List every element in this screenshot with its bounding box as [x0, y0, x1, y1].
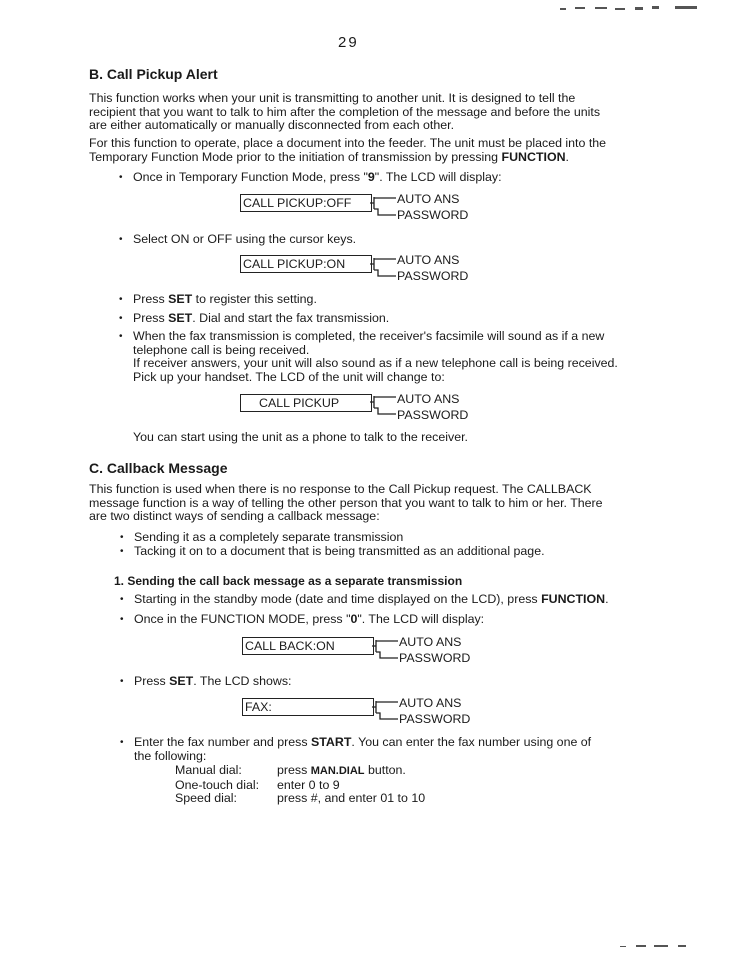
closing-note: You can start using the unit as a phone to talk to the receiver.: [133, 430, 468, 444]
text-line: telephone call is being received.: [133, 342, 310, 357]
list-item: [120, 592, 609, 607]
lcd-display: CALL PICKUP:OFF: [240, 194, 372, 212]
bullet-icon: •: [120, 614, 124, 625]
text-line: Pick up your handset. The LCD of the unit will change to:: [133, 369, 445, 384]
key-set: SET: [168, 311, 193, 325]
scan-speck: [615, 8, 625, 10]
dial-value: press #, and enter 01 to 10: [277, 791, 426, 805]
dial-row-speed: [175, 792, 425, 806]
password-label: PASSWORD: [399, 712, 471, 726]
bullet-icon: •: [120, 532, 124, 543]
page-number: 29: [338, 34, 359, 51]
scan-speck: [595, 7, 607, 9]
list-item: [120, 544, 545, 559]
text-span: press: [277, 763, 311, 777]
section-c-heading: C. Callback Message: [89, 460, 228, 476]
text-span: Temporary Function Mode prior to the initiation of transmission by pressing: [89, 149, 502, 164]
scan-speck: [560, 8, 566, 10]
key-set: SET: [168, 292, 193, 306]
list-item: [119, 329, 618, 384]
auto-ans-label: AUTO ANS: [399, 696, 462, 710]
text-span: . The LCD shows:: [193, 674, 292, 688]
lcd-connector-icon: [370, 196, 396, 218]
text-line: message function is a way of telling the other person that you want to talk to him or her. There: [89, 495, 603, 510]
password-label: PASSWORD: [397, 208, 469, 222]
scan-speck: [654, 945, 668, 947]
scan-speck: [678, 945, 686, 947]
text-span: Select ON or OFF using the cursor keys.: [133, 232, 357, 246]
bullet-icon: •: [119, 172, 123, 183]
auto-ans-label: AUTO ANS: [397, 253, 460, 267]
lcd-connector-icon: [370, 395, 396, 417]
lcd-connector-icon: [372, 700, 398, 722]
text-line: the following:: [134, 748, 207, 763]
dial-row-onetouch: [175, 779, 425, 793]
dial-value: [277, 764, 406, 779]
text-line: recipient that you want to talk to him after the completion of the message and before the units: [89, 104, 601, 119]
dial-row-manual: [175, 764, 425, 779]
text-span: . You can enter the fax number using one of: [351, 735, 592, 749]
bullet-icon: •: [119, 331, 123, 342]
text-line: This function is used when there is no response to the Call Pickup request. The CALLBACK: [89, 482, 592, 496]
text-line: When the fax transmission is completed, the receiver's facsimile will sound as if a new: [133, 329, 605, 343]
list-item: [119, 170, 502, 185]
list-item: [119, 292, 317, 307]
bullet-icon: •: [120, 594, 124, 605]
text-span: button.: [364, 763, 406, 777]
text-span: .: [565, 149, 569, 164]
password-label: PASSWORD: [397, 269, 469, 283]
text-span: .: [605, 592, 609, 606]
password-label: PASSWORD: [397, 408, 469, 422]
auto-ans-label: AUTO ANS: [397, 392, 460, 406]
scan-speck: [675, 6, 697, 9]
bullet-icon: •: [119, 234, 123, 245]
text-span: ". The LCD will display:: [374, 170, 502, 184]
dial-label: One-touch dial:: [175, 777, 260, 792]
text-span: ". The LCD will display:: [357, 612, 485, 626]
auto-ans-label: AUTO ANS: [399, 635, 462, 649]
section-c-intro: [89, 483, 603, 524]
scan-speck: [635, 7, 643, 10]
text-line: are two distinct ways of sending a callback message:: [89, 509, 380, 523]
bullet-icon: •: [120, 546, 124, 557]
text-line: This function works when your unit is transmitting to another unit. It is designed to tell the: [89, 91, 576, 105]
auto-ans-label: AUTO ANS: [397, 192, 460, 206]
text-span: to register this setting.: [192, 292, 317, 306]
key-start: START: [311, 735, 352, 749]
text-span: Starting in the standby mode (date and time displayed on the LCD), press: [134, 592, 542, 606]
dial-value: enter 0 to 9: [277, 777, 340, 792]
key-man-dial: MAN.DIAL: [310, 765, 365, 777]
key-9: 9: [367, 170, 375, 184]
key-set: SET: [169, 674, 194, 688]
bullet-icon: •: [119, 294, 123, 305]
text-span: Once in Temporary Function Mode, press ": [133, 170, 368, 184]
lcd-display: CALL PICKUP:ON: [240, 255, 372, 273]
text-line: [134, 736, 591, 750]
scan-speck: [575, 7, 585, 9]
key-function: FUNCTION: [541, 592, 606, 606]
bullet-icon: •: [120, 737, 124, 748]
text-span: Sending it as a completely separate transmission: [134, 530, 404, 544]
list-item: [119, 311, 390, 326]
list-item: [120, 612, 485, 627]
lcd-display: CALL PICKUP: [240, 394, 372, 412]
bullet-icon: •: [119, 313, 123, 324]
scan-speck: [636, 945, 646, 947]
password-label: PASSWORD: [399, 651, 471, 665]
text-line: For this function to operate, place a document into the feeder. The unit must be placed into the: [89, 136, 607, 150]
text-span: Press: [133, 292, 169, 306]
lcd-display: FAX:: [242, 698, 374, 716]
lcd-connector-icon: [372, 639, 398, 661]
sub-heading: 1. Sending the call back message as a separate transmission: [114, 574, 463, 588]
lcd-connector-icon: [370, 257, 396, 279]
scan-speck: [620, 946, 626, 947]
text-line: are either automatically or manually disconnected from each other.: [89, 118, 455, 132]
text-span: Enter the fax number and press: [134, 735, 312, 749]
list-item: [120, 530, 404, 545]
text-span: Press: [134, 674, 170, 688]
lcd-display: CALL BACK:ON: [242, 637, 374, 655]
scan-speck: [652, 6, 659, 9]
section-b-setup: [89, 137, 606, 164]
list-item: [120, 735, 592, 763]
text-span: Once in the FUNCTION MODE, press ": [134, 612, 351, 626]
text-span: Press: [133, 311, 169, 325]
text-span: . Dial and start the fax transmission.: [192, 311, 390, 325]
text-line: [89, 151, 606, 165]
list-item: [120, 674, 292, 689]
dial-methods-table: [175, 764, 425, 806]
dial-label: Speed dial:: [175, 791, 238, 805]
text-span: Tacking it on to a document that is being transmitted as an additional page.: [134, 544, 545, 558]
bullet-icon: •: [120, 676, 124, 687]
dial-label: Manual dial:: [175, 763, 242, 777]
key-0: 0: [350, 612, 358, 626]
key-function: FUNCTION: [501, 149, 566, 164]
section-b-intro: [89, 92, 600, 133]
section-b-heading: B. Call Pickup Alert: [89, 66, 218, 82]
text-line: If receiver answers, your unit will also sound as if a new telephone call is being received.: [133, 356, 618, 370]
list-item: [119, 232, 357, 247]
